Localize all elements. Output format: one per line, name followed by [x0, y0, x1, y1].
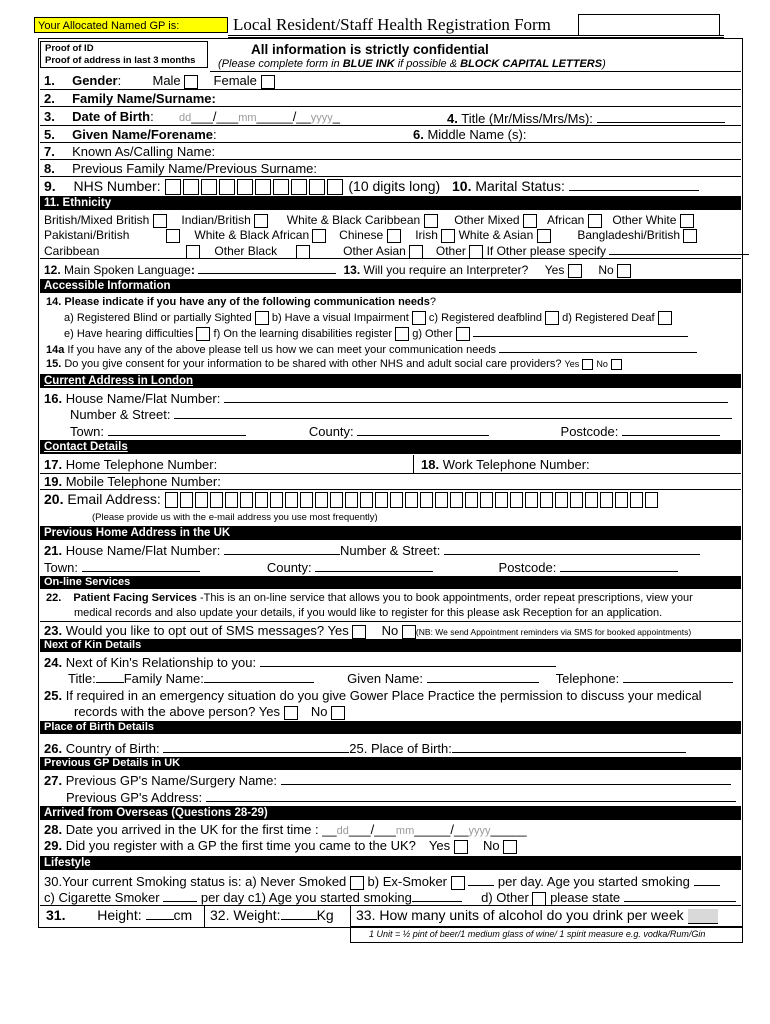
current-street-field[interactable]: [174, 406, 732, 419]
email-char-box[interactable]: [300, 492, 313, 508]
ex-smoker-checkbox[interactable]: [451, 876, 465, 890]
arrival-mm[interactable]: mm: [395, 825, 415, 837]
email-char-box[interactable]: [495, 492, 508, 508]
q4-row: 4. Title (Mr/Miss/Mrs/Ms):: [447, 110, 725, 126]
row-rule: [40, 621, 741, 622]
email-char-box[interactable]: [465, 492, 478, 508]
male-label: Male: [152, 73, 181, 88]
q24-names-row: Title: Family Name: Given Name: Telephone:: [68, 670, 733, 686]
q12-row: 12. Main Spoken Language: 13. Will you require an Interpreter? Yes No: [44, 262, 631, 278]
female-label: Female: [213, 73, 257, 88]
height-field[interactable]: [146, 907, 174, 920]
column-rule: [413, 455, 414, 473]
q6-row: 6. Middle Name (s):: [413, 127, 527, 142]
q28-row: 28. Date you arrived in the UK for the first time : __dd___/___mm_____/__yyyy_____: [44, 822, 527, 837]
previous-gp-address-field[interactable]: [206, 789, 736, 802]
smoking-other-field[interactable]: [624, 889, 736, 902]
title-field[interactable]: [597, 110, 725, 123]
q2-row: 2. Family Name/Surname:: [44, 91, 216, 106]
weight-field[interactable]: [281, 907, 317, 920]
reference-box[interactable]: [578, 14, 720, 36]
unit-note-box: 1 Unit = ½ pint of beer/1 medium glass of wine/ 1 spirit measure e.g. vodka/Rum/Gin: [350, 926, 743, 943]
ex-smoker-per-day-field[interactable]: [468, 873, 494, 886]
q22-row: 22. Patient Facing Services -This is an on-line service that allows you to book appointments, order repeat prescriptions, view your: [46, 592, 693, 604]
sms-optout-no-checkbox[interactable]: [402, 625, 416, 639]
smoking-other-checkbox[interactable]: [532, 892, 546, 906]
ethnicity-row-1: British/Mixed British Indian/British White & Black Caribbean Other Mixed African Other White: [44, 213, 694, 228]
email-char-box[interactable]: [375, 492, 388, 508]
q33-row: 33. How many units of alcohol do you drink per week: [356, 907, 718, 924]
previous-house-field[interactable]: [224, 542, 340, 555]
eth-white-black-african-checkbox[interactable]: [312, 229, 326, 243]
gp-label-box: [34, 17, 228, 33]
q3-row: 3. Date of Birth: dd___/___mm_____/__yyyy_: [44, 109, 341, 124]
ethnicity-specify-field[interactable]: [609, 243, 749, 255]
email-char-box[interactable]: [255, 492, 268, 508]
nhs-digit-box[interactable]: [255, 179, 271, 195]
eth-irish-checkbox[interactable]: [441, 229, 455, 243]
q16-town-row: Town: County: Postcode:: [70, 423, 720, 439]
place-of-birth-field[interactable]: [452, 740, 686, 753]
row-rule: [40, 905, 741, 906]
interpreter-no-checkbox[interactable]: [617, 264, 631, 278]
email-char-box[interactable]: [315, 492, 328, 508]
next-of-kin-header: Next of Kin Details: [40, 639, 741, 652]
email-char-box[interactable]: [405, 492, 418, 508]
instructions-rule: [210, 71, 741, 72]
q14-row: 14. Please indicate if you have any of the following communication needs?: [46, 296, 436, 308]
q25-row: 25. If required in an emergency situation do you give Gower Place Practice the permission to discuss your medical: [44, 688, 702, 703]
q14-options-1: a) Registered Blind or partially Sighted b) Have a visual Impairment c) Registered deafblind d) Registered Deaf: [64, 311, 672, 325]
email-char-box[interactable]: [390, 492, 403, 508]
form-title: Local Resident/Staff Health Registration Form: [233, 15, 551, 34]
sms-optout-yes-checkbox[interactable]: [352, 625, 366, 639]
q15-row: 15. Do you give consent for your information to be shared with other NHS and adult social care providers? Yes No: [46, 358, 622, 370]
q30-row-2: c) Cigarette Smoker per day c1) Age you started smoking d) Other please state: [44, 889, 736, 906]
current-address-header: Current Address in London: [40, 374, 741, 388]
dob-dd[interactable]: dd: [178, 112, 192, 124]
email-char-box[interactable]: [330, 492, 343, 508]
main-language-field[interactable]: [198, 262, 336, 274]
registered-deaf-checkbox[interactable]: [658, 311, 672, 325]
dob-mm[interactable]: mm: [238, 112, 257, 124]
previous-town-field[interactable]: [82, 559, 200, 572]
current-town-field[interactable]: [108, 423, 246, 436]
email-char-box[interactable]: [615, 492, 628, 508]
q5-row: 5. Given Name/Forename:: [44, 127, 217, 142]
row-rule: [40, 125, 741, 126]
previous-gp-header: Previous GP Details in UK: [40, 757, 741, 770]
q21-town-row: Town: County: Postcode:: [44, 559, 678, 575]
kin-permission-no-checkbox[interactable]: [331, 706, 345, 720]
q8-row: 8. Previous Family Name/Previous Surname:: [44, 161, 318, 176]
marital-status-field[interactable]: [569, 178, 699, 191]
previous-county-field[interactable]: [315, 559, 433, 572]
email-char-box[interactable]: [345, 492, 358, 508]
email-char-box[interactable]: [585, 492, 598, 508]
accessible-header: Accessible Information: [40, 279, 741, 293]
eth-other-asian-checkbox[interactable]: [409, 245, 423, 259]
eth-pakistani-checkbox[interactable]: [166, 229, 180, 243]
email-char-box[interactable]: [510, 492, 523, 508]
nhs-digit-box[interactable]: [201, 179, 217, 195]
q14a-row: 14a If you have any of the above please tell us how we can meet your communication needs: [46, 342, 697, 356]
email-char-box[interactable]: [420, 492, 433, 508]
row-rule: [40, 176, 741, 177]
contact-header: Contact Details: [40, 440, 741, 454]
female-checkbox[interactable]: [261, 75, 275, 89]
eth-other-black-checkbox[interactable]: [296, 245, 310, 259]
current-county-field[interactable]: [357, 423, 489, 436]
q22-line2: medical records and also update your details, if you would like to register for this please ask Reception for an application.: [74, 607, 663, 619]
eth-british-mixed-checkbox[interactable]: [153, 214, 167, 228]
previous-street-field[interactable]: [444, 542, 700, 555]
proof-id: Proof of ID: [45, 43, 94, 54]
previous-address-header: Previous Home Address in the UK: [40, 526, 741, 540]
email-char-box[interactable]: [240, 492, 253, 508]
q16-street-row: Number & Street:: [70, 406, 732, 422]
deafblind-checkbox[interactable]: [545, 311, 559, 325]
q26-row: 26. Country of Birth: 25. Place of Birth:: [44, 740, 686, 756]
arrival-yyyy[interactable]: yyyy: [468, 825, 491, 837]
q19-row: 19. Mobile Telephone Number:: [44, 474, 221, 489]
place-of-birth-header: Place of Birth Details: [40, 721, 741, 734]
instructions: (Please complete form in BLUE INK if possible & BLOCK CAPITAL LETTERS): [218, 58, 606, 70]
email-char-box[interactable]: [270, 492, 283, 508]
email-char-box[interactable]: [480, 492, 493, 508]
email-char-box[interactable]: [210, 492, 223, 508]
row-rule: [40, 159, 741, 160]
comm-other-field[interactable]: [473, 326, 688, 337]
eth-bangladeshi-checkbox[interactable]: [683, 229, 697, 243]
email-boxes[interactable]: [165, 491, 660, 507]
row-rule: [40, 89, 741, 90]
gp-first-time-no-checkbox[interactable]: [503, 840, 517, 854]
email-note: (Please provide us with the e-mail address you use most frequently): [92, 512, 378, 523]
country-of-birth-field[interactable]: [163, 740, 349, 753]
nhs-digit-box[interactable]: [165, 179, 181, 195]
email-char-box[interactable]: [225, 492, 238, 508]
q14-options-2: e) Have hearing difficulties f) On the learning disabilities register g) Other: [64, 326, 688, 341]
proof-box: [40, 41, 208, 68]
current-postcode-field[interactable]: [622, 423, 720, 436]
email-char-box[interactable]: [435, 492, 448, 508]
ethnicity-row-2: Pakistani/British White & Black African Chinese Irish White & Asian Bangladeshi/British: [44, 228, 697, 243]
email-char-box[interactable]: [360, 492, 373, 508]
never-smoked-checkbox[interactable]: [350, 876, 364, 890]
confidential-heading: All information is strictly confidential: [251, 42, 489, 57]
column-rule: [350, 905, 351, 927]
eth-chinese-checkbox[interactable]: [387, 229, 401, 243]
eth-white-black-caribbean-checkbox[interactable]: [424, 214, 438, 228]
email-char-box[interactable]: [555, 492, 568, 508]
nhs-digit-box[interactable]: [309, 179, 325, 195]
eth-other-checkbox[interactable]: [469, 245, 483, 259]
current-house-field[interactable]: [224, 390, 728, 403]
q24-row: 24. Next of Kin's Relationship to you:: [44, 654, 556, 670]
proof-address: Proof of address in last 3 months: [45, 55, 196, 66]
email-char-box[interactable]: [195, 492, 208, 508]
nhs-digit-box[interactable]: [183, 179, 199, 195]
cigarettes-per-day-field[interactable]: [163, 889, 197, 902]
nhs-number-boxes[interactable]: [165, 178, 349, 194]
row-rule: [40, 142, 741, 143]
eth-other-mixed-checkbox[interactable]: [523, 214, 537, 228]
gp-first-time-yes-checkbox[interactable]: [454, 840, 468, 854]
email-char-box[interactable]: [570, 492, 583, 508]
lifestyle-header: Lifestyle: [40, 856, 741, 870]
eth-indian-checkbox[interactable]: [254, 214, 268, 228]
comm-other-checkbox[interactable]: [456, 327, 470, 341]
gp-label: Your Allocated Named GP is:: [38, 20, 180, 32]
q32-row: 32. Weight: Kg: [210, 907, 334, 923]
kin-relationship-field[interactable]: [260, 654, 556, 667]
kin-given-name-field[interactable]: [427, 670, 539, 683]
previous-gp-name-field[interactable]: [281, 772, 731, 785]
arrival-dd[interactable]: dd: [336, 825, 349, 837]
nhs-digit-box[interactable]: [273, 179, 289, 195]
overseas-header: Arrived from Overseas (Questions 28-29): [40, 806, 741, 820]
q31-row: 31. Height: cm: [46, 907, 193, 923]
nhs-digit-box[interactable]: [219, 179, 235, 195]
ex-smoker-age-field[interactable]: [694, 873, 720, 886]
eth-other-white-checkbox[interactable]: [680, 214, 694, 228]
registered-blind-checkbox[interactable]: [255, 311, 269, 325]
eth-african-checkbox[interactable]: [588, 214, 602, 228]
email-char-box[interactable]: [540, 492, 553, 508]
q23-row: 23. Would you like to opt out of SMS messages? Yes No (NB: We send Appointment reminders via SMS for booked appointments): [44, 623, 692, 638]
interpreter-yes-checkbox[interactable]: [568, 264, 582, 278]
email-char-box[interactable]: [645, 492, 658, 508]
q17-row: 17. Home Telephone Number:: [44, 457, 218, 472]
email-char-box[interactable]: [450, 492, 463, 508]
kin-telephone-field[interactable]: [623, 670, 733, 683]
q7-row: 7. Known As/Calling Name:: [44, 144, 216, 159]
email-char-box[interactable]: [285, 492, 298, 508]
q9-row: 9. NHS Number: (10 digits long) 10. Marital Status:: [44, 178, 699, 195]
visual-impairment-checkbox[interactable]: [412, 311, 426, 325]
hearing-difficulties-checkbox[interactable]: [196, 327, 210, 341]
kin-title-field[interactable]: [96, 670, 124, 683]
ethnicity-row-3: Caribbean Other Black Other Asian Other If Other please specify: [44, 243, 749, 259]
email-char-box[interactable]: [525, 492, 538, 508]
q20-row: 20. Email Address:: [44, 491, 660, 508]
previous-postcode-field[interactable]: [560, 559, 678, 572]
alcohol-units-field[interactable]: [688, 909, 718, 924]
nhs-digit-box[interactable]: [291, 179, 307, 195]
q27-row: 27. Previous GP's Name/Surgery Name:: [44, 772, 731, 788]
learning-disabilities-checkbox[interactable]: [395, 327, 409, 341]
consent-no-checkbox[interactable]: [611, 359, 622, 370]
q18-row: 18. Work Telephone Number:: [421, 457, 590, 472]
eth-caribbean-checkbox[interactable]: [186, 245, 200, 259]
q25-line2: records with the above person? Yes No: [74, 704, 345, 720]
email-char-box[interactable]: [600, 492, 613, 508]
email-char-box[interactable]: [165, 492, 178, 508]
smoker-age-started-field[interactable]: [412, 889, 462, 902]
q30-row: 30.Your current Smoking status is: a) Never Smoked b) Ex-Smoker per day. Age you started smoking: [44, 873, 720, 890]
dob-yyyy[interactable]: yyyy: [310, 112, 333, 124]
q29-row: 29. Did you register with a GP the first time you came to the UK? Yes No: [44, 838, 517, 854]
nhs-digit-box[interactable]: [327, 179, 343, 195]
q21-house-row: 21. House Name/Flat Number: Number & Street:: [44, 542, 700, 558]
column-rule: [204, 905, 205, 927]
q16-house-row: 16. House Name/Flat Number:: [44, 390, 728, 406]
email-char-box[interactable]: [180, 492, 193, 508]
online-services-header: On-line Services: [40, 576, 741, 589]
male-checkbox[interactable]: [184, 75, 198, 89]
email-char-box[interactable]: [630, 492, 643, 508]
ethnicity-header: 11. Ethnicity: [40, 196, 741, 210]
row-rule: [40, 106, 741, 107]
previous-gp-address-row: Previous GP's Address:: [66, 789, 736, 805]
row-rule: [40, 489, 741, 490]
consent-yes-checkbox[interactable]: [582, 359, 593, 370]
row-rule: [40, 258, 741, 259]
communication-needs-field[interactable]: [499, 342, 697, 353]
q1-row: 1. Gender: Male Female: [44, 73, 275, 89]
kin-permission-yes-checkbox[interactable]: [284, 706, 298, 720]
eth-white-asian-checkbox[interactable]: [537, 229, 551, 243]
kin-family-name-field[interactable]: [204, 670, 314, 683]
nhs-digit-box[interactable]: [237, 179, 253, 195]
